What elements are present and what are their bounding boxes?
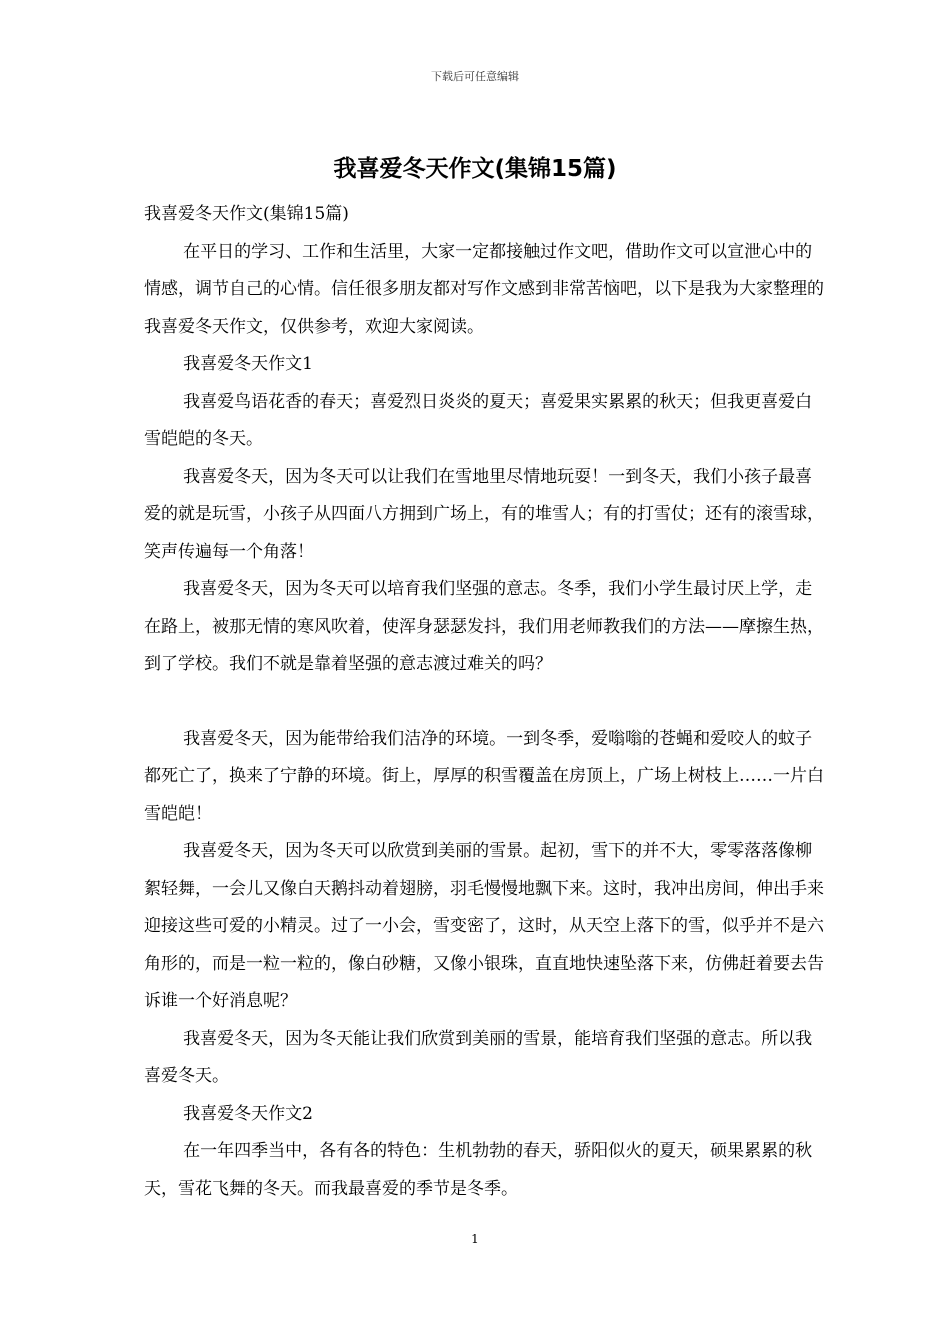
paragraph: 我喜爱冬天，因为冬天可以让我们在雪地里尽情地玩耍！一到冬天，我们小孩子最喜爱的就是玩雪，小孩子从四面八方拥到广场上，有的堆雪人；有的打雪仗；还有的滚雪球，笑声传遍每一个角落！	[144, 466, 824, 562]
paragraph: 我喜爱鸟语花香的春天；喜爱烈日炎炎的夏天；喜爱果实累累的秋天；但我更喜爱白雪皑皑的冬天。	[144, 391, 813, 449]
paragraph: 在一年四季当中，各有各的特色：生机勃勃的春天，骄阳似火的夏天，硕果累累的秋天，雪花飞舞的冬天。而我最喜爱的季节是冬季。	[144, 1141, 813, 1199]
paragraph: 我喜爱冬天，因为能带给我们洁净的环境。一到冬季，爱嗡嗡的苍蝇和爱咬人的蚊子都死亡了，换来了宁静的环境。街上，厚厚的积雪覆盖在房顶上，广场上树枝上……一片白雪皑皑！	[144, 728, 824, 824]
page-number: 1	[471, 1232, 479, 1246]
paragraph: 我喜爱冬天，因为冬天可以培育我们坚强的意志。冬季，我们小学生最讨厌上学，走在路上，被那无情的寒风吹着，使浑身瑟瑟发抖，我们用老师教我们的方法——摩擦生热，到了学校。我们不就是靠着坚强的意志渡过难关的吗？	[144, 579, 824, 674]
subtitle-line: 我喜爱冬天作文(集锦15篇)	[144, 204, 349, 224]
document-title: 我喜爱冬天作文(集锦15篇)	[333, 156, 617, 182]
section-heading-1: 我喜爱冬天作文1	[183, 354, 313, 374]
page-header: 下载后可任意编辑	[431, 70, 519, 83]
section-heading-2: 我喜爱冬天作文2	[183, 1103, 313, 1124]
paragraph-intro: 在平日的学习、工作和生活里，大家一定都接触过作文吧，借助作文可以宣泄心中的情感，调节自己的心情。信任很多朋友都对写作文感到非常苦恼吧，以下是我为大家整理的我喜爱冬天作文，仅供参考，欢迎大家阅读。	[144, 241, 824, 337]
paragraph: 我喜爱冬天，因为冬天可以欣赏到美丽的雪景。起初，雪下的并不大，零零落落像柳絮轻舞，一会儿又像白天鹅抖动着翅膀，羽毛慢慢地飘下来。这时，我冲出房间，伸出手来迎接这些可爱的小精灵。过了一小会，雪变密了，这时，从天空上落下的雪，似乎并不是六角形的，而是一粒一粒的，像白砂糖，又像小银珠，直直地快速坠落下来，仿佛赶着要去告诉谁一个好消息呢？	[144, 841, 824, 1011]
paragraph: 我喜爱冬天，因为冬天能让我们欣赏到美丽的雪景，能培育我们坚强的意志。所以我喜爱冬天。	[144, 1028, 813, 1086]
document-body	[144, 196, 824, 1208]
